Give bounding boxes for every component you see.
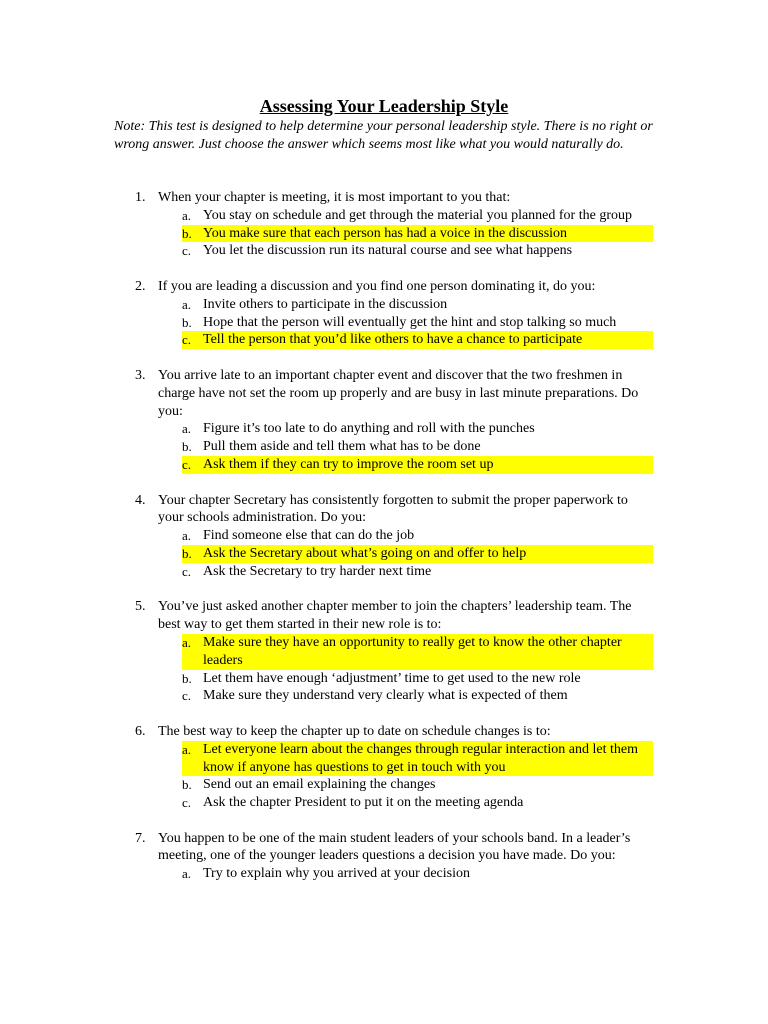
answer-option	[182, 527, 653, 545]
answer-option	[182, 794, 653, 812]
option-letter: b.	[182, 439, 192, 455]
option-text: Let everyone learn about the changes through regular interaction and let them know if anyone has questions to get in touch with you	[203, 741, 638, 775]
question-7	[114, 830, 674, 883]
option-text: Ask the Secretary about what’s going on and offer to help	[203, 545, 527, 561]
answer-option-highlighted	[182, 331, 653, 349]
option-letter: a.	[182, 866, 192, 882]
answer-options	[114, 296, 674, 349]
option-text: Pull them aside and tell them what has to be done	[203, 439, 481, 455]
answer-options	[114, 420, 674, 473]
answer-option	[182, 438, 653, 456]
option-letter: b.	[182, 777, 192, 793]
option-text: Hope that the person will eventually get the hint and stop talking so much	[203, 314, 617, 330]
option-letter: c.	[182, 456, 192, 472]
answer-options	[114, 634, 674, 705]
option-letter: a.	[182, 741, 192, 757]
answer-option	[182, 670, 653, 688]
option-text: Invite others to participate in the discussion	[203, 296, 448, 312]
question-2	[114, 278, 674, 349]
question-number: 1.	[135, 190, 146, 205]
option-letter: a.	[182, 421, 192, 437]
answer-option-highlighted	[182, 741, 653, 777]
option-letter: c.	[182, 563, 192, 579]
answer-option	[182, 314, 653, 332]
answer-options	[114, 865, 674, 883]
answer-option-highlighted	[182, 545, 653, 563]
question-number: 3.	[135, 367, 146, 383]
answer-option	[182, 563, 653, 581]
option-letter: a.	[182, 207, 192, 223]
answer-options	[114, 207, 674, 260]
question-text: When your chapter is meeting, it is most important to you that:	[158, 190, 511, 205]
question-number: 2.	[135, 278, 146, 294]
option-letter: b.	[182, 670, 192, 686]
question-4	[114, 492, 674, 581]
option-text: You let the discussion run its natural course and see what happens	[203, 243, 573, 259]
option-text: Make sure they understand very clearly what is expected of them	[203, 688, 568, 704]
question-text: You’ve just asked another chapter member to join the chapters’ leadership team. The best way to get them started in their new role is to:	[158, 599, 632, 633]
option-letter: b.	[182, 314, 192, 330]
option-text: Try to explain why you arrived at your decision	[203, 866, 470, 882]
option-text: Tell the person that you’d like others to have a chance to participate	[203, 332, 583, 348]
option-text: Ask them if they can try to improve the room set up	[203, 456, 494, 472]
option-text: Ask the chapter President to put it on the meeting agenda	[203, 795, 524, 811]
answer-option	[182, 687, 653, 705]
option-text: Ask the Secretary to try harder next time	[203, 563, 432, 579]
question-5	[114, 598, 674, 705]
option-letter: a.	[182, 296, 192, 312]
option-letter: a.	[182, 634, 192, 650]
option-text: Let them have enough ‘adjustment’ time to get used to the new role	[203, 670, 581, 686]
answer-option	[182, 296, 653, 314]
answer-option	[182, 420, 653, 438]
option-letter: c.	[182, 795, 192, 811]
option-text: You stay on schedule and get through the material you planned for the group	[203, 207, 632, 223]
question-number: 7.	[135, 830, 146, 846]
option-text: Send out an email explaining the changes	[203, 777, 436, 793]
answer-option	[182, 865, 653, 883]
question-3	[114, 367, 674, 474]
answer-options	[114, 741, 674, 812]
option-text: Find someone else that can do the job	[203, 528, 415, 544]
question-6	[114, 723, 674, 812]
answer-option	[182, 207, 653, 225]
question-list	[114, 189, 674, 901]
option-letter: c.	[182, 243, 192, 259]
question-number: 5.	[135, 599, 146, 615]
option-letter: b.	[182, 225, 192, 241]
question-text: If you are leading a discussion and you find one person dominating it, do you:	[158, 278, 596, 294]
question-1	[114, 189, 674, 260]
question-number: 6.	[135, 723, 146, 739]
answer-option-highlighted	[182, 456, 653, 474]
question-text: You arrive late to an important chapter event and discover that the two freshmen in charge have not set the room up properly and are busy in last minute preparations. Do you:	[158, 367, 639, 419]
question-number: 4.	[135, 492, 146, 508]
option-text: You make sure that each person has had a voice in the discussion	[203, 225, 568, 241]
answer-option-highlighted	[182, 634, 653, 670]
question-text: The best way to keep the chapter up to date on schedule changes is to:	[158, 723, 551, 739]
document-note: Note: This test is designed to help determine your personal leadership style. There is no right or wrong answer. Just choose the answer which seems most like what you would naturally do.	[114, 119, 653, 152]
option-letter: c.	[182, 332, 192, 348]
option-letter: a.	[182, 528, 192, 544]
question-text: Your chapter Secretary has consistently forgotten to submit the proper paperwork to your schools administration. Do you:	[158, 492, 628, 526]
answer-option-highlighted	[182, 225, 653, 243]
answer-option	[182, 776, 653, 794]
answer-option	[182, 242, 653, 260]
answer-options	[114, 527, 674, 580]
option-text: Figure it’s too late to do anything and roll with the punches	[203, 421, 535, 437]
document-title: Assessing Your Leadership Style	[259, 96, 509, 116]
question-text: You happen to be one of the main student leaders of your schools band. In a leader’s meeting, one of the younger leaders questions a decision you have made. Do you:	[158, 830, 631, 864]
option-letter: c.	[182, 688, 192, 704]
option-text: Make sure they have an opportunity to really get to know the other chapter leaders	[203, 634, 622, 668]
option-letter: b.	[182, 545, 192, 561]
